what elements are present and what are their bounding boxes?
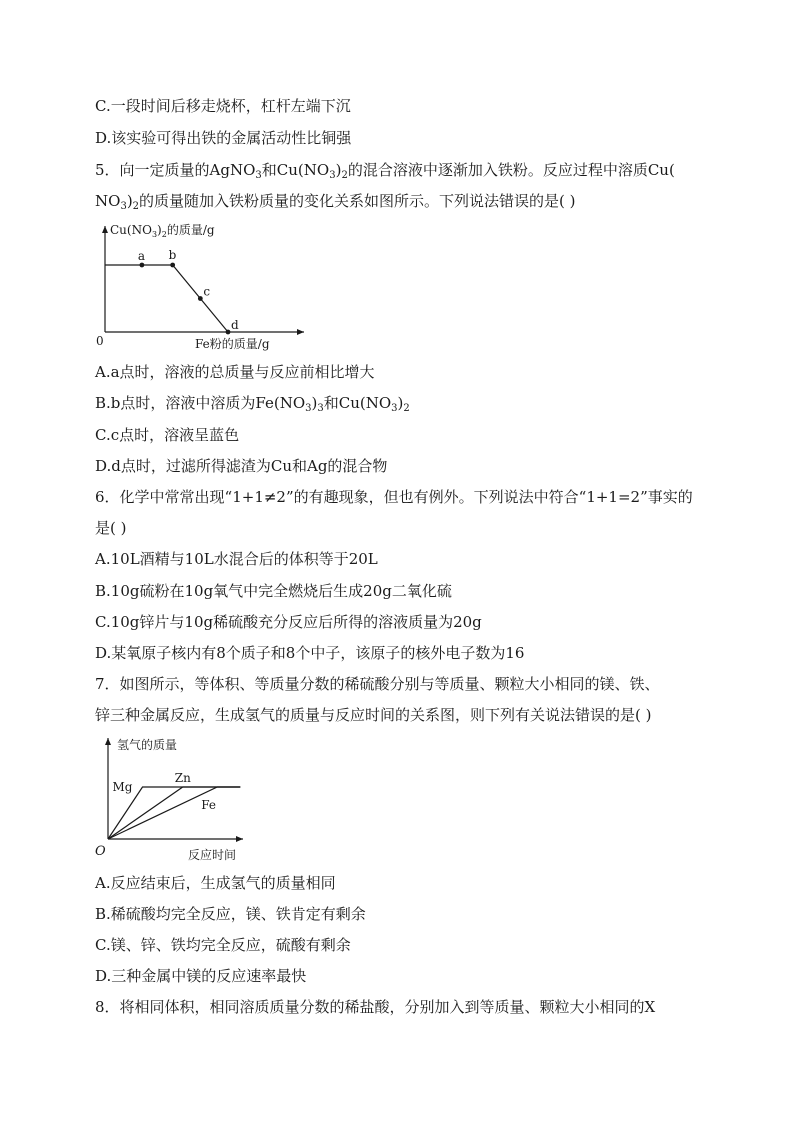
- cu-nitrate-line: [105, 265, 228, 332]
- question-6-option-b: B.10g硫粉在10g氧气中完全燃烧后生成20g二氧化硫: [95, 582, 452, 600]
- fe-cu-nitrate-chart: [90, 218, 310, 358]
- y-axis-label: $Cu(NO_3)_2$的质量/g: [110, 223, 215, 239]
- series-fe-label: Fe: [201, 798, 217, 812]
- origin-label: O: [95, 844, 106, 859]
- question-6-line-1: 6．化学中常常出现“1+1≠2”的有趣现象，但也有例外。下列说法中符合“1+1=2”事实的: [95, 488, 693, 506]
- point-c-marker: [198, 296, 203, 301]
- question-7-line-2: 锌三种金属反应，生成氢气的质量与反应时间的关系图，则下列有关说法错误的是( ): [95, 706, 652, 724]
- series-mg-line: [108, 787, 240, 839]
- point-c-label: c: [203, 284, 211, 299]
- hydrogen-mass-chart: [88, 732, 258, 866]
- question-7-option-d: D.三种金属中镁的反应速率最快: [95, 967, 307, 985]
- question-6-option-a: A.10L酒精与10L水混合后的体积等于20L: [95, 550, 378, 568]
- question-6-option-d: D.某氧原子核内有8个质子和8个中子，该原子的核外电子数为16: [95, 644, 525, 662]
- question-5-option-c: C.c点时，溶液呈蓝色: [95, 426, 240, 444]
- question-5-option-d: D.d点时，过滤所得滤渣为Cu和Ag的混合物: [95, 457, 388, 475]
- question-5-line-1: 5．向一定质量的AgNO$_3$和$Cu(NO_3)_2$的混合溶液中逐渐加入铁粉。反应过程中溶质Cu(: [95, 161, 675, 181]
- option-d-previous: D.该实验可得出铁的金属活动性比铜强: [95, 129, 352, 147]
- question-6-line-2: 是( ): [95, 519, 127, 537]
- series-fe-line: [108, 787, 240, 839]
- option-c-previous: C.一段时间后移走烧杯，杠杆左端下沉: [95, 97, 351, 115]
- question-7-option-a: A.反应结束后，生成氢气的质量相同: [95, 874, 336, 892]
- x-axis-label: Fe粉的质量/g: [195, 337, 270, 351]
- series-mg-label: Mg: [112, 780, 133, 794]
- point-d-marker: [226, 330, 231, 335]
- question-7-option-b: B.稀硫酸均完全反应，镁、铁肯定有剩余: [95, 905, 366, 923]
- x-axis-label: 反应时间: [188, 848, 237, 862]
- point-d-label: d: [231, 318, 239, 332]
- question-7-line-1: 7．如图所示，等体积、等质量分数的稀硫酸分别与等质量、颗粒大小相同的镁、铁、: [95, 675, 660, 693]
- point-a-label: a: [137, 249, 146, 263]
- point-b-label: b: [168, 248, 177, 262]
- series-zn-label: Zn: [174, 771, 191, 785]
- question-7-option-c: C.镁、锌、铁均完全反应，硫酸有剩余: [95, 936, 351, 954]
- question-5-option-a: A.a点时，溶液的总质量与反应前相比增大: [95, 363, 375, 381]
- question-8-line-1: 8．将相同体积，相同溶质质量分数的稀盐酸，分别加入到等质量、颗粒大小相同的X: [95, 998, 656, 1016]
- question-5-option-b: B.b点时，溶液中溶质为$Fe(NO_3)_3$和$Cu(NO_3)_2$: [95, 394, 410, 414]
- question-6-option-c: C.10g锌片与10g稀硫酸充分反应后所得的溶液质量为20g: [95, 613, 482, 631]
- origin-label: 0: [96, 334, 104, 348]
- point-b-marker: [170, 263, 175, 268]
- series-zn-line: [108, 787, 240, 839]
- point-a-marker: [140, 263, 145, 268]
- question-5-line-2: $NO_3)_2$的质量随加入铁粉质量的变化关系如图所示。下列说法错误的是( ): [95, 192, 576, 212]
- y-axis-label: 氢气的质量: [117, 738, 178, 752]
